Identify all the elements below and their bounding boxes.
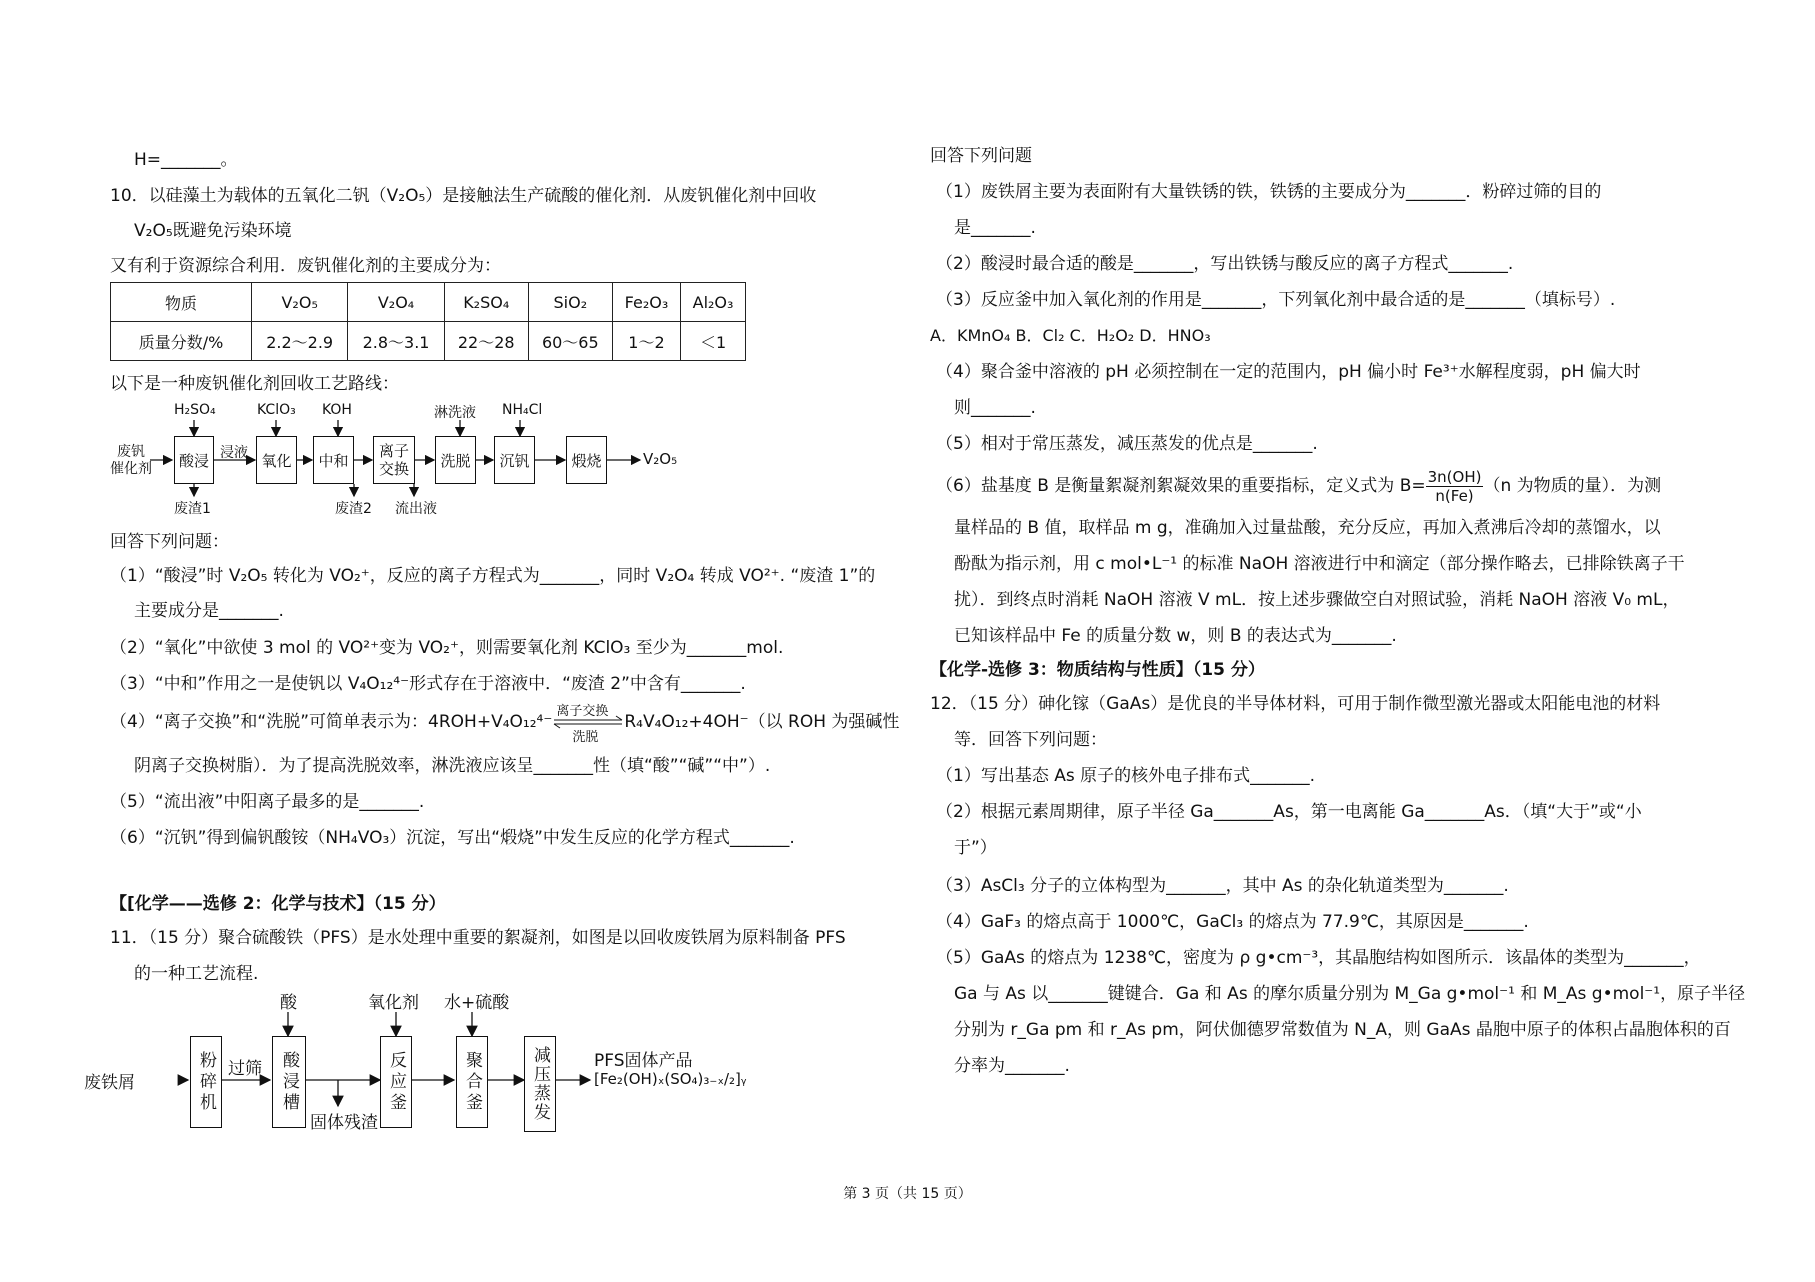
flow1-box-calcine: 煅烧 [566, 436, 607, 484]
q10-1-line-2: 主要成分是_______. [134, 601, 284, 621]
q11-line-1: 11．（15 分）聚合硫酸铁（PFS）是水处理中重要的絮凝剂，如图是以回收废铁屑为原料制备 PFS [110, 928, 846, 948]
flow1-bottom-residue2: 废渣2 [335, 501, 372, 517]
q11-6-post: （n 为物质的量）．为测 [1483, 476, 1662, 496]
flow1-box-oxidize: 氧化 [256, 436, 297, 484]
answer-intro: 回答下列问题： [110, 532, 229, 552]
route-intro: 以下是一种废钒催化剂回收工艺路线： [110, 374, 399, 394]
r-intro: 回答下列问题 [930, 146, 1032, 166]
flow1-box-ion-exchange-line1: 离子 [378, 442, 409, 460]
table-cell: V₂O₄ [348, 283, 444, 322]
q11-line-2: 的一种工艺流程. [134, 964, 259, 984]
flow1-box-ion-exchange-line2: 交换 [378, 460, 409, 478]
table-cell: Fe₂O₃ [612, 283, 680, 322]
flow1-box-neutralize: 中和 [313, 436, 354, 484]
flow2-product: PFS固体产品 [594, 1051, 693, 1071]
flow2-top-oxidant: 氧化剂 [368, 993, 419, 1013]
q12-5-line-4: 分率为_______. [954, 1056, 1070, 1076]
flow2-top-water-acid: 水+硫酸 [444, 993, 510, 1013]
q12-4: （4）GaF₃ 的熔点高于 1000℃，GaCl₃ 的熔点为 77.9℃，其原因是_______. [936, 912, 1529, 932]
q11-6-line-2: 量样品的 B 值，取样品 m g，准确加入过量盐酸，充分反应，再加入煮沸后冷却的蒸馏水，以 [954, 518, 1661, 538]
flow1-top-koh: KOH [322, 402, 352, 418]
basicity-fraction [1426, 468, 1484, 505]
q11-3: （3）反应釜中加入氧化剂的作用是_______，下列氧化剂中最合适的是_______（填标号）. [936, 290, 1616, 310]
reversible-arrow-top-label: 离子交换 [556, 704, 609, 719]
table-cell: 物质 [111, 283, 252, 322]
q10-5: （5）“流出液”中阳离子最多的是_______. [110, 792, 425, 812]
answer-line-h: H=_______。 [134, 150, 238, 170]
q12-3: （3）AsCl₃ 分子的立体构型为_______，其中 As 的杂化轨道类型为_______. [936, 876, 1509, 896]
flow1-end: V₂O₅ [643, 450, 678, 468]
reversible-arrow-bottom-label: 洗脱 [572, 730, 599, 745]
table-cell: 22～28 [444, 322, 528, 361]
q10-4-line-1 [110, 704, 900, 745]
q12-line-2: 等．回答下列问题： [954, 730, 1107, 750]
reversible-arrow [552, 704, 624, 745]
flow1-bottom-effluent: 流出液 [395, 501, 437, 517]
q11-6-line-4: 扰）．到终点时消耗 NaOH 溶液 V mL．按上述步骤做空白对照试验，消耗 NaOH 溶液 V₀ mL， [954, 590, 1680, 610]
flow1-bottom-residue1: 废渣1 [174, 501, 211, 517]
flow2-bottom-residue: 固体残渣 [310, 1113, 378, 1133]
flow2-mid-label: 过筛 [228, 1059, 262, 1079]
q10-line-3: 又有利于资源综合利用．废钒催化剂的主要成分为： [110, 256, 501, 276]
vanadium-recovery-flowchart [110, 398, 900, 526]
q12-1: （1）写出基态 As 原子的核外电子排布式_______. [936, 766, 1316, 786]
section-heading-elective-3: 【化学-选修 3：物质结构与性质】（15 分） [930, 660, 1265, 680]
q10-line-2: V₂O₅既避免污染环境 [134, 221, 292, 241]
q11-2: （2）酸浸时最合适的酸是_______，写出铁锈与酸反应的离子方程式_______. [936, 254, 1514, 274]
q11-6-pre: （6）盐基度 B 是衡量絮凝剂絮凝效果的重要指标，定义式为 B= [936, 476, 1426, 496]
q12-5-line-3: 分别为 r_Ga pm 和 r_As pm，阿伏伽德罗常数值为 N_A，则 GaAs 晶胞中原子的体积占晶胞体积的百 [954, 1020, 1731, 1040]
flow1-box-precipitate: 沉钒 [494, 436, 535, 484]
table-cell: 质量分数/% [111, 322, 252, 361]
flow2-product-formula: [Fe₂(OH)ₓ(SO₄)₃₋ₓ/₂]ᵧ [594, 1070, 747, 1088]
table-cell: V₂O₅ [252, 283, 348, 322]
flow1-start-line2: 催化剂 [110, 461, 152, 477]
table-cell: Al₂O₃ [681, 283, 746, 322]
table-cell: ＜1 [681, 322, 746, 361]
table-cell: K₂SO₄ [444, 283, 528, 322]
flow1-top-nh4cl: NH₄Cl [502, 402, 543, 418]
table-cell: 2.2～2.9 [252, 322, 348, 361]
flow2-box-reactor: 反应釜 [380, 1036, 412, 1128]
q10-2: （2）“氧化”中欲使 3 mol 的 VO²⁺变为 VO₂⁺，则需要氧化剂 KClO₃ 至少为_______mol. [110, 638, 784, 658]
flow1-top-rinse: 淋洗液 [434, 405, 476, 421]
table-cell: 60～65 [528, 322, 612, 361]
q11-1-line-2: 是_______. [954, 218, 1036, 238]
flow2-start: 废铁屑 [84, 1073, 135, 1093]
flow1-box-ion-exchange [373, 436, 415, 484]
flow1-top-kclo3: KClO₃ [257, 402, 296, 418]
q10-4-line-2: 阴离子交换树脂）．为了提高洗脱效率，淋洗液应该呈_______性（填“酸”“碱”“中”）. [134, 756, 771, 776]
flow2-box-acid-tank: 酸浸槽 [272, 1036, 306, 1128]
table-cell: 1～2 [612, 322, 680, 361]
table-row [111, 283, 746, 322]
q12-5-line-2: Ga 与 As 以_______键键合．Ga 和 As 的摩尔质量分别为 M_Ga g•mol⁻¹ 和 M_As g•mol⁻¹，原子半径 [954, 984, 1746, 1004]
q11-6-line-5: 已知该样品中 Fe 的质量分数 w，则 B 的表达式为_______. [954, 626, 1397, 646]
section-heading-elective-2: 【[化学——选修 2：化学与技术】（15 分） [110, 894, 446, 914]
flow1-start-line1: 废钒 [117, 444, 145, 460]
table-row [111, 322, 746, 361]
q11-1-line-1: （1）废铁屑主要为表面附有大量铁锈的铁，铁锈的主要成分为_______．粉碎过筛的目的 [936, 182, 1602, 202]
flow1-start [110, 444, 152, 478]
q11-6-line-3: 酚酞为指示剂，用 c mol•L⁻¹ 的标准 NaOH 溶液进行中和滴定（部分操作略去，已排除铁离子干 [954, 554, 1685, 574]
q11-6-line-1 [936, 466, 1661, 506]
flow1-top-h2so4: H₂SO₄ [174, 402, 216, 418]
table-cell: 2.8～3.1 [348, 322, 444, 361]
flow1-box-elute: 洗脱 [435, 436, 476, 484]
fraction-denominator: n(Fe) [1435, 486, 1474, 505]
q11-5: （5）相对于常压蒸发，减压蒸发的优点是_______. [936, 434, 1318, 454]
q12-line-1: 12．（15 分）砷化镓（GaAs）是优良的半导体材料，可用于制作微型激光器或太阳能电池的材料 [930, 694, 1661, 714]
q11-4-line-2: 则_______. [954, 398, 1036, 418]
q10-1-line-1: （1）“酸浸”时 V₂O₅ 转化为 VO₂⁺，反应的离子方程式为_______，同时 V₂O₄ 转成 VO²⁺. “废渣 1”的 [110, 566, 876, 586]
table-cell: SiO₂ [528, 283, 612, 322]
composition-table [110, 282, 746, 361]
flow1-box-acid-leach: 酸浸 [174, 436, 214, 484]
fraction-numerator: 3n(OH) [1427, 467, 1482, 486]
q10-6: （6）“沉钒”得到偏钒酸铵（NH₄VO₃）沉淀，写出“煅烧”中发生反应的化学方程式_______. [110, 828, 795, 848]
q12-5-line-1: （5）GaAs 的熔点为 1238℃，密度为 ρ g•cm⁻³，其晶胞结构如图所示．该晶体的类型为_______， [936, 948, 1701, 968]
q10-4-post: R₄V₄O₁₂+4OH⁻（以 ROH 为强碱性 [624, 712, 900, 732]
flow2-box-vacuum-evaporation: 减压蒸发 [524, 1036, 556, 1132]
flow1-mid-label: 浸液 [220, 445, 248, 461]
q10-line-1: 10．以硅藻土为载体的五氧化二钒（V₂O₅）是接触法生产硫酸的催化剂．从废钒催化剂中回收 [110, 186, 817, 206]
pfs-process-flowchart [84, 993, 900, 1146]
q11-4-line-1: （4）聚合釜中溶液的 pH 必须控制在一定的范围内，pH 偏小时 Fe³⁺水解程度弱，pH 偏大时 [936, 362, 1641, 382]
flow2-top-acid: 酸 [280, 993, 297, 1013]
q11-3-options: A．KMnO₄ B．Cl₂ C．H₂O₂ D．HNO₃ [930, 326, 1211, 345]
q10-3: （3）“中和”作用之一是使钒以 V₄O₁₂⁴⁻形式存在于溶液中．“废渣 2”中含有_______. [110, 674, 746, 694]
flow2-box-polymerizer: 聚合釜 [456, 1036, 488, 1128]
q12-2-line-1: （2）根据元素周期律，原子半径 Ga_______As，第一电离能 Ga_______As．（填“大于”或“小 [936, 802, 1642, 822]
page-footer: 第 3 页（共 15 页） [843, 1186, 972, 1202]
flow2-box-crusher: 粉碎机 [190, 1036, 222, 1128]
q10-4-pre: （4）“离子交换”和“洗脱”可简单表示为：4ROH+V₄O₁₂⁴⁻ [110, 712, 553, 732]
q12-2-line-2: 于”） [954, 838, 997, 858]
